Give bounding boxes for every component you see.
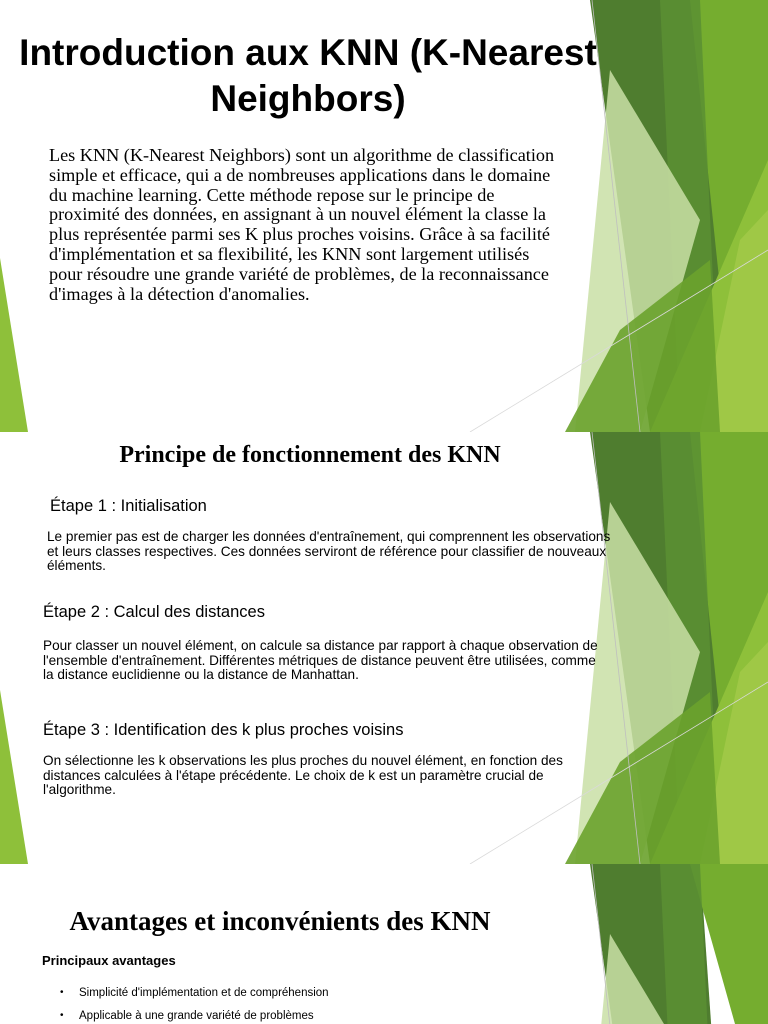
bullet-icon: •	[60, 1010, 64, 1021]
list-item	[58, 1005, 329, 1024]
step-3-text: On sélectionne les k observations les plus proches du nouvel élément, en fonction des distances calculées à l'étape précédente. Le choix de k est un paramètre crucial de l'algorithme.	[43, 753, 563, 798]
advantages-list	[58, 982, 329, 1024]
step-2-text: Pour classer un nouvel élément, on calcule sa distance par rapport à chaque observation de l'ensemble d'entraînement. Différentes métriques de distance peuvent être utilisées, comme la distance euclidienne ou la distance de Manhattan.	[43, 638, 598, 683]
left-accent-triangle	[0, 690, 28, 864]
left-accent-triangle	[0, 258, 28, 432]
step-2-heading: Étape 2 : Calcul des distances	[43, 603, 265, 621]
list-item	[58, 982, 329, 1005]
list-item-text: Simplicité d'implémentation et de compréhension	[79, 987, 329, 999]
slide-introduction	[0, 0, 768, 432]
slide-title: Principe de fonctionnement des KNN	[119, 442, 501, 468]
bullet-icon: •	[60, 987, 64, 998]
step-1-text: Le premier pas est de charger les données d'entraînement, qui comprennent les observations et leurs classes respectives. Ces données serviront de référence pour classifier de nouveaux éléments.	[47, 529, 611, 574]
intro-paragraph: Les KNN (K-Nearest Neighbors) sont un algorithme de classification simple et efficace, qui a de nombreuses applications dans le domaine du machine learning. Cette méthode repose sur le principe de proximité des données, en assignant à un nouvel élément la classe la plus représentée parmi ses K plus proches voisins. Grâce à sa facilité d'implémentation et sa flexibilité, les KNN sont largement utilisés pour résoudre une grande variété de problèmes, de la reconnaissance d'images à la détection d'anomalies.	[49, 145, 555, 304]
list-item-text: Applicable à une grande variété de problèmes	[79, 1010, 314, 1022]
slide-principle	[0, 432, 768, 864]
slide-title: Avantages et inconvénients des KNN	[69, 906, 491, 936]
step-1-heading: Étape 1 : Initialisation	[50, 497, 207, 515]
step-3-heading: Étape 3 : Identification des k plus proches voisins	[43, 721, 404, 739]
slide-title: Introduction aux KNN (K-Nearest Neighbors)	[19, 32, 597, 119]
advantages-subtitle: Principaux avantages	[42, 953, 176, 968]
slide-advantages	[0, 864, 768, 1024]
